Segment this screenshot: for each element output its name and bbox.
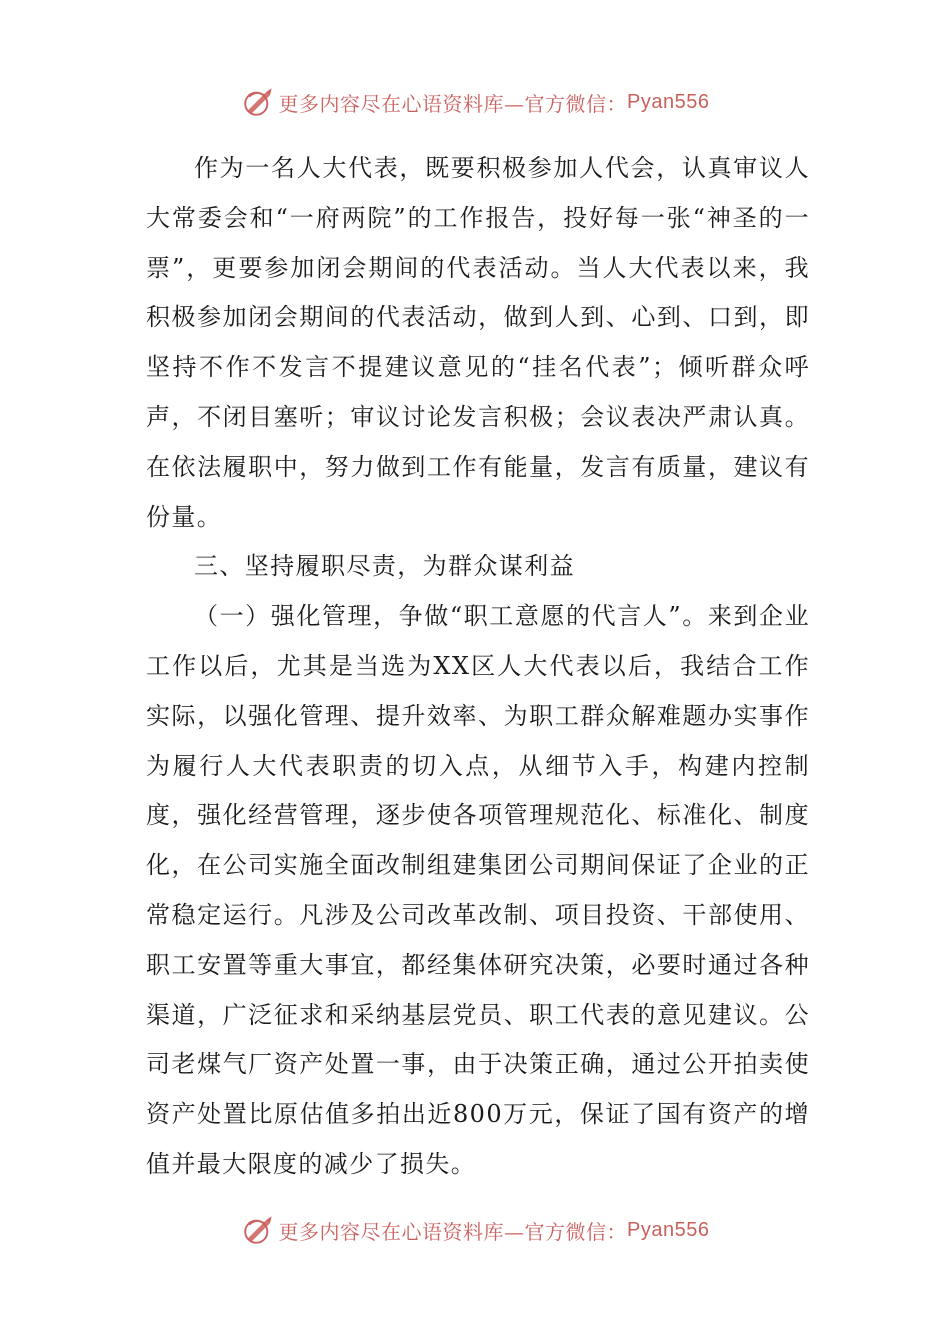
paragraph: 作为一名人大代表，既要积极参加人代会，认真审议人大常委会和“一府两院”的工作报告，投好每一张“神圣的一票”，更要参加闭会期间的代表活动。当人大代表以来，我积极参加闭会期间的代表活动，做到人到、心到、口到，即坚持不作不发言不提建议意见的“挂名代表”；倾听群众呼声，不闭目塞听；审议讨论发言积极；会议表决严肃认真。在依法履职中，努力做到工作有能量，发言有质量，建议有份量。 [146, 154, 810, 531]
watermark-text: 更多内容尽在心语资料库—官方微信： [278, 1219, 628, 1244]
header-watermark [0, 82, 950, 122]
watermark-wechat-id: Pyan556 [627, 90, 710, 113]
watermark-text: 更多内容尽在心语资料库—官方微信： [278, 91, 628, 116]
paragraph: （一）强化管理，争做“职工意愿的代言人”。来到企业工作以后，尤其是当选为XX区人大代表以后，我结合工作实际，以强化管理、提升效率、为职工群众解难题办实事作为履行人大代表职责的切入点，从细节入手，构建内控制度，强化经营管理，逐步使各项管理规范化、标准化、制度化，在公司实施全面改制组建集团公司期间保证了企业的正常稳定运行。凡涉及公司改革改制、项目投资、干部使用、职工安置等重大事宜，都经集体研究决策，必要时通过各种渠道，广泛征求和采纳基层党员、职工代表的意见建议。公司老煤气厂资产处置一事，由于决策正确，通过公开拍卖使资产处置比原估值多拍出近800万元，保证了国有资产的增值并最大限度的减少了损失。 [146, 602, 810, 1178]
footer-watermark [0, 1210, 950, 1250]
document-body [146, 144, 810, 1190]
pen-logo-icon [241, 1213, 275, 1247]
watermark-wechat-id: Pyan556 [627, 1218, 710, 1241]
pen-logo-icon [241, 85, 275, 119]
section-heading: 三、坚持履职尽责，为群众谋利益 [194, 552, 575, 581]
